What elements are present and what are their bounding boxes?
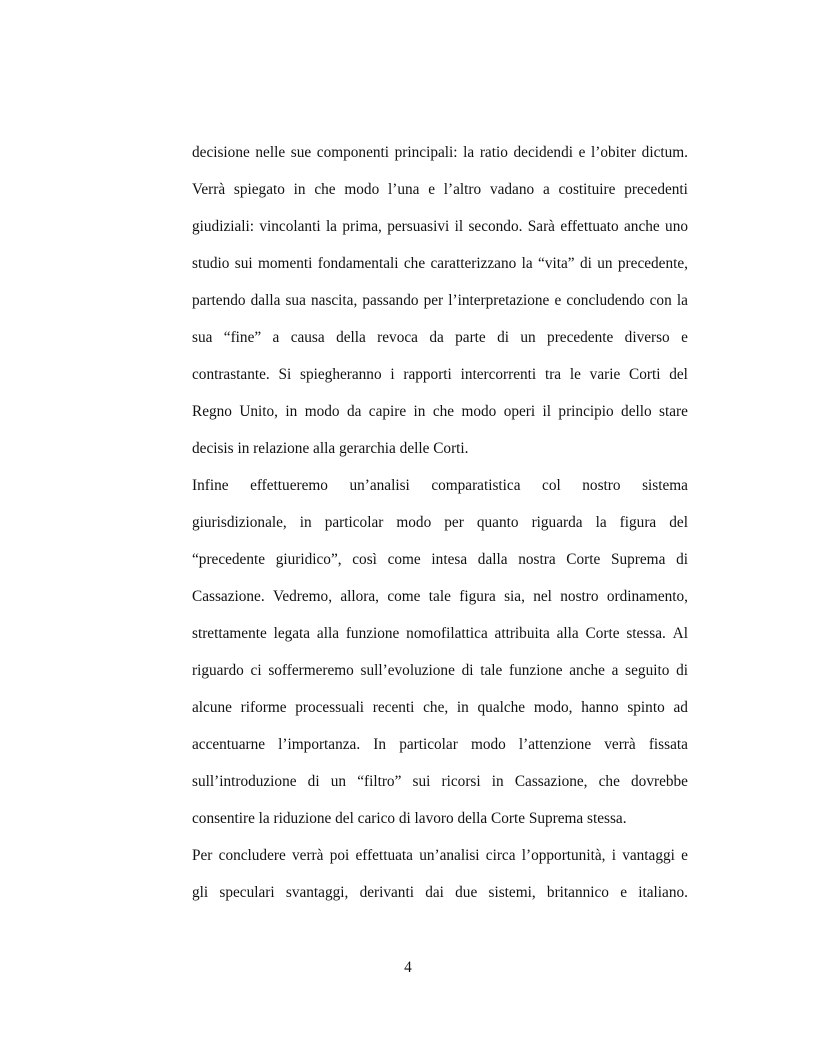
text-line: sua “fine” a causa della revoca da parte di un precedente diverso e: [192, 329, 688, 346]
text-line: decisis in relazione alla gerarchia delle Corti.: [192, 440, 469, 457]
text-line: Cassazione. Vedremo, allora, come tale figura sia, nel nostro ordinamento,: [192, 588, 688, 605]
text-line: decisione nelle sue componenti principali: la ratio decidendi e l’obiter dictum.: [192, 144, 688, 161]
text-line: studio sui momenti fondamentali che caratterizzano la “vita” di un precedente,: [192, 255, 688, 272]
body-text: [192, 141, 688, 918]
text-line: Per concludere verrà poi effettuata un’analisi circa l’opportunità, i vantaggi e: [192, 847, 688, 864]
page-number: 4: [404, 959, 412, 976]
text-line: giudiziali: vincolanti la prima, persuasivi il secondo. Sarà effettuato anche uno: [192, 218, 688, 235]
text-line: “precedente giuridico”, così come intesa dalla nostra Corte Suprema di: [192, 551, 688, 568]
text-line: riguardo ci soffermeremo sull’evoluzione di tale funzione anche a seguito di: [192, 662, 688, 679]
text-line: strettamente legata alla funzione nomofilattica attribuita alla Corte stessa. Al: [192, 625, 688, 642]
text-line: Regno Unito, in modo da capire in che modo operi il principio dello stare: [192, 403, 688, 420]
text-line: Verrà spiegato in che modo l’una e l’altro vadano a costituire precedenti: [192, 181, 688, 198]
text-line: sull’introduzione di un “filtro” sui ricorsi in Cassazione, che dovrebbe: [192, 773, 688, 790]
text-line: partendo dalla sua nascita, passando per l’interpretazione e concludendo con la: [192, 292, 688, 309]
text-line: gli speculari svantaggi, derivanti dai due sistemi, britannico e italiano.: [192, 884, 688, 901]
text-line: contrastante. Si spiegheranno i rapporti intercorrenti tra le varie Corti del: [192, 366, 688, 383]
text-line: consentire la riduzione del carico di lavoro della Corte Suprema stessa.: [192, 810, 627, 827]
text-line: alcune riforme processuali recenti che, in qualche modo, hanno spinto ad: [192, 699, 688, 716]
text-line: giurisdizionale, in particolar modo per quanto riguarda la figura del: [192, 514, 688, 531]
text-line: Infine effettueremo un’analisi comparatistica col nostro sistema: [192, 477, 688, 494]
text-line: accentuarne l’importanza. In particolar modo l’attenzione verrà fissata: [192, 736, 688, 753]
